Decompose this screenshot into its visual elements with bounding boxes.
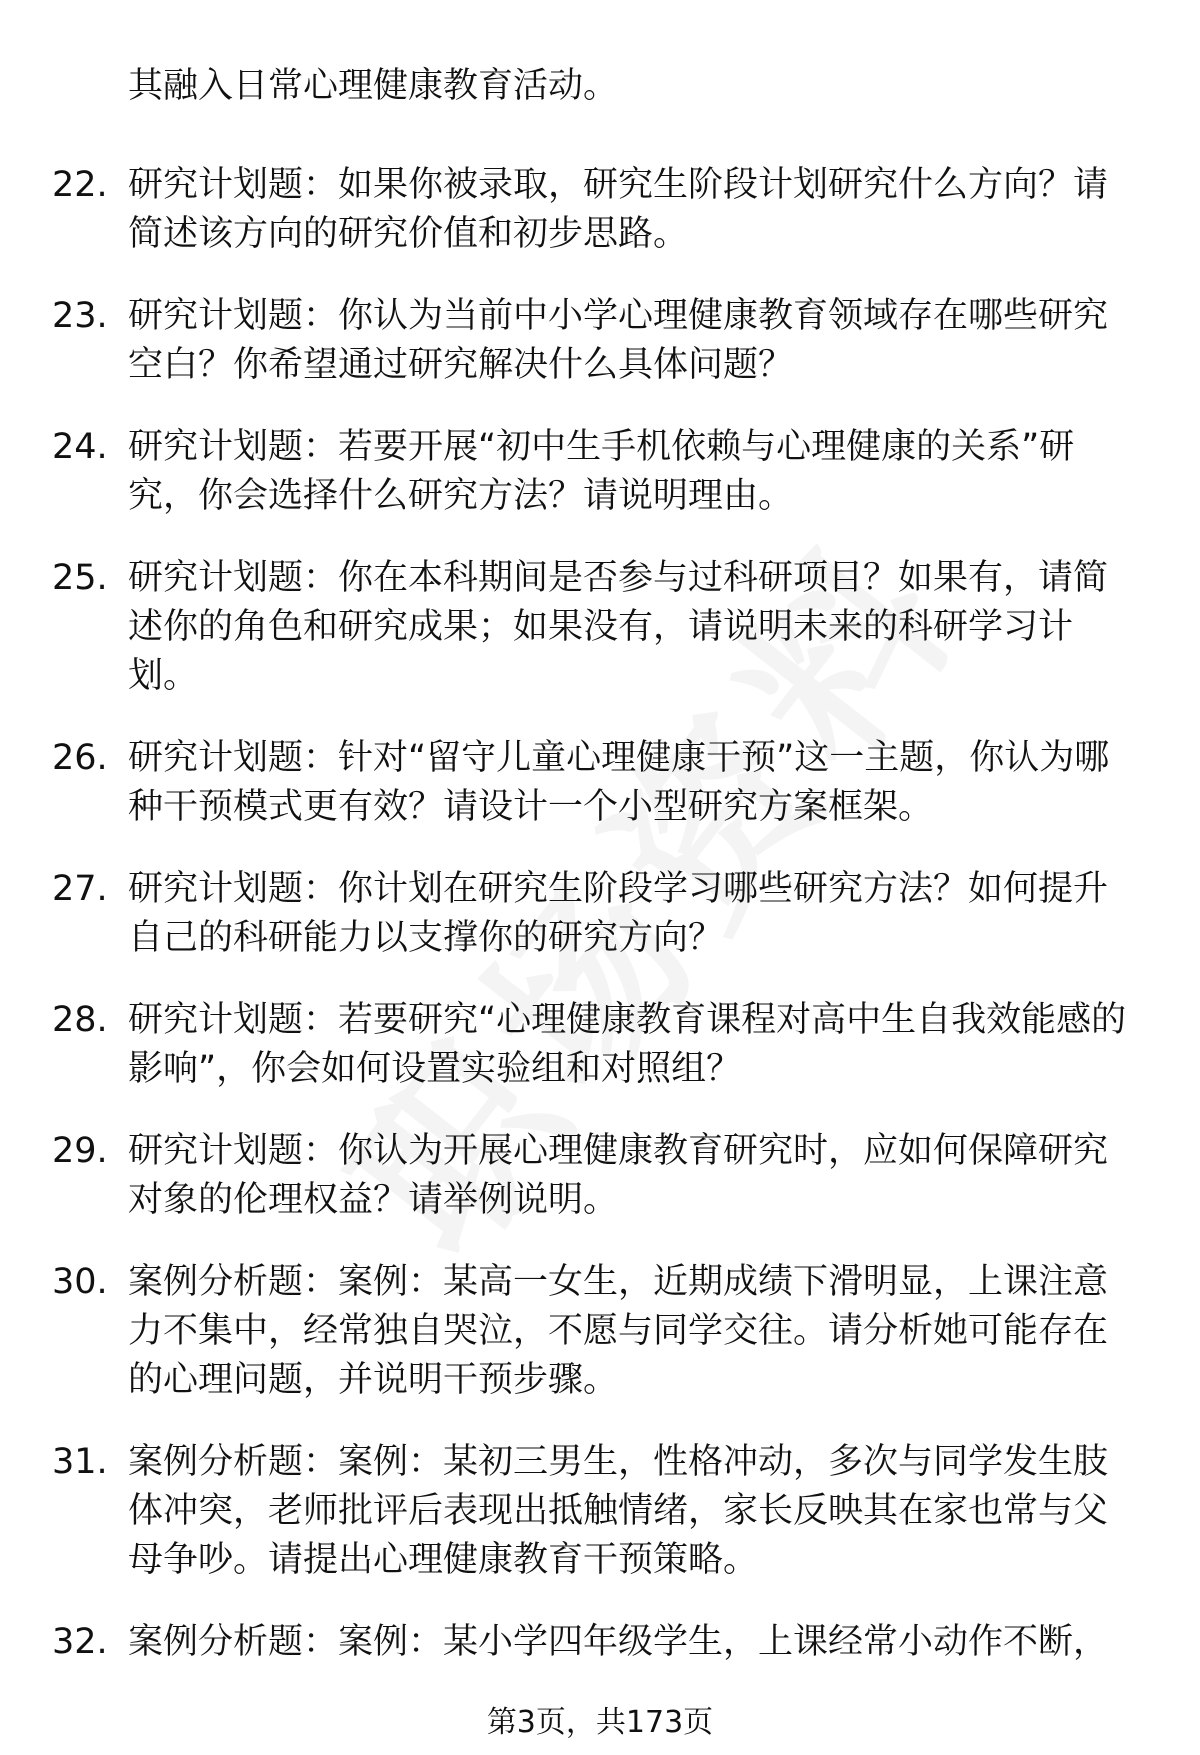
question-number: 28. bbox=[52, 1000, 108, 1040]
question-text: 案例分析题：案例：某初三男生，性格冲动，多次与同学发生肢体冲突，老师批评后表现出抵触情绪，家长反映其在家也常与父母争吵。请提出心理健康教育干预策略。 bbox=[128, 1442, 1109, 1580]
question-item bbox=[0, 1127, 1200, 1225]
question-text: 案例分析题：案例：某高一女生，近期成绩下滑明显，上课注意力不集中，经常独自哭泣，不愿与同学交往。请分析她可能存在的心理问题，并说明干预步骤。 bbox=[128, 1262, 1109, 1400]
question-item bbox=[0, 865, 1200, 963]
question-number: 29. bbox=[52, 1131, 108, 1171]
question-item bbox=[0, 1258, 1200, 1405]
question-item bbox=[0, 161, 1200, 259]
question-number: 25. bbox=[52, 558, 108, 598]
question-list bbox=[0, 62, 1200, 1700]
question-item bbox=[0, 1438, 1200, 1585]
question-number: 30. bbox=[52, 1262, 108, 1302]
question-number: 22. bbox=[52, 165, 108, 205]
question-text: 研究计划题：若要开展“初中生手机依赖与心理健康的关系”研究，你会选择什么研究方法？请说明理由。 bbox=[128, 427, 1075, 516]
question-text: 研究计划题：你在本科期间是否参与过科研项目？如果有，请简述你的角色和研究成果；如果没有，请说明未来的科研学习计划。 bbox=[128, 558, 1109, 696]
question-item bbox=[0, 292, 1200, 390]
question-number: 32. bbox=[52, 1622, 108, 1662]
question-item bbox=[0, 1618, 1200, 1667]
question-number: 23. bbox=[52, 296, 108, 336]
question-text: 研究计划题：你计划在研究生阶段学习哪些研究方法？如何提升自己的科研能力以支撑你的研究方向？ bbox=[128, 869, 1109, 958]
question-item bbox=[0, 734, 1200, 832]
question-text: 案例分析题：案例：某小学四年级学生，上课经常小动作不断， bbox=[128, 1622, 1109, 1662]
page-footer: 第3页，共173页 bbox=[486, 1705, 714, 1740]
question-text: 研究计划题：如果你被录取，研究生阶段计划研究什么方向？请简述该方向的研究价值和初步思路。 bbox=[128, 165, 1109, 254]
question-text: 研究计划题：针对“留守儿童心理健康干预”这一主题，你认为哪种干预模式更有效？请设计一个小型研究方案框架。 bbox=[128, 738, 1110, 827]
question-number: 27. bbox=[52, 869, 108, 909]
question-item bbox=[0, 423, 1200, 521]
question-text: 研究计划题：你认为当前中小学心理健康教育领域存在哪些研究空白？你希望通过研究解决什么具体问题？ bbox=[128, 296, 1109, 385]
question-number: 31. bbox=[52, 1442, 108, 1482]
continuation-text: 其融入日常心理健康教育活动。 bbox=[128, 66, 619, 106]
question-number: 26. bbox=[52, 738, 108, 778]
question-item bbox=[0, 996, 1200, 1094]
question-item bbox=[0, 554, 1200, 701]
question-text: 研究计划题：若要研究“心理健康教育课程对高中生自我效能感的影响”，你会如何设置实验组和对照组？ bbox=[128, 1000, 1127, 1089]
question-number: 24. bbox=[52, 427, 108, 467]
question-text: 研究计划题：你认为开展心理健康教育研究时，应如何保障研究对象的伦理权益？请举例说明。 bbox=[128, 1131, 1109, 1220]
